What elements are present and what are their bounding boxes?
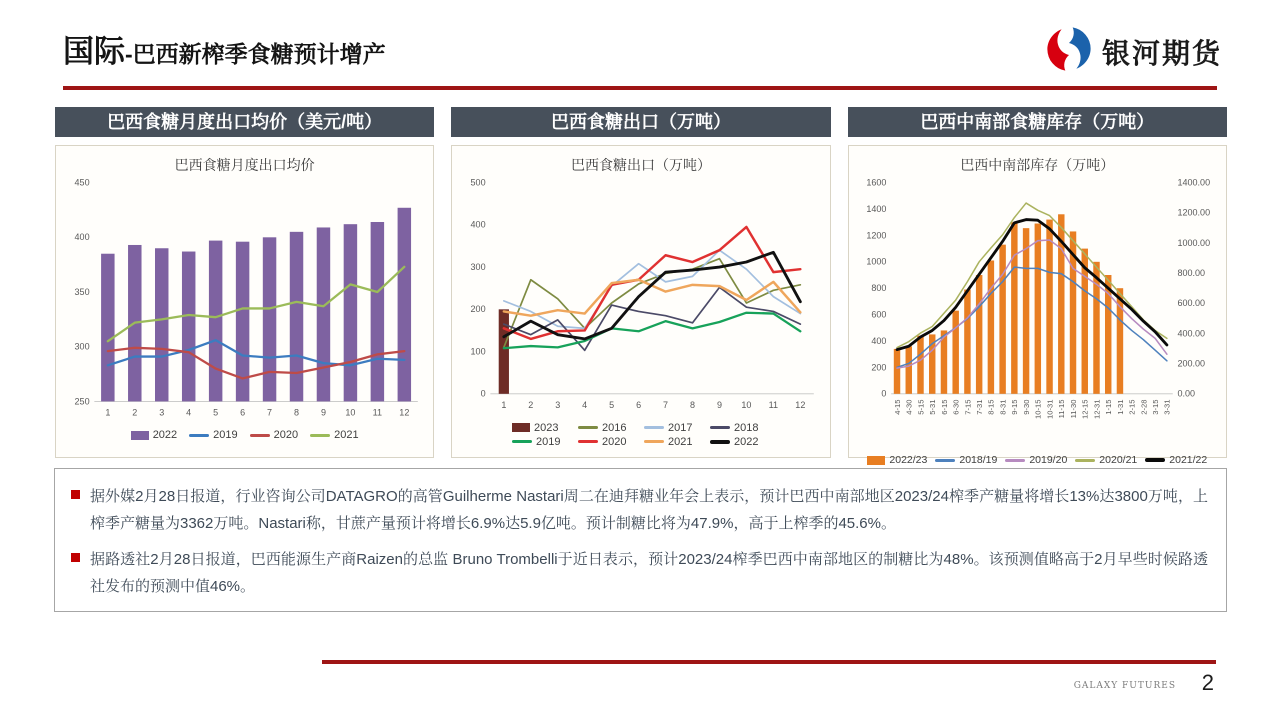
svg-text:1400: 1400 (865, 203, 887, 214)
chart-canvas (458, 175, 823, 420)
chart-canvas (855, 175, 1220, 452)
legend-swatch (644, 426, 664, 429)
chart-inner-title: 巴西中南部库存（万吨） (960, 158, 1115, 174)
bullet-item (71, 483, 1208, 537)
svg-text:4-15: 4-15 (892, 399, 902, 415)
chart-legend (863, 453, 1211, 467)
title-divider (63, 86, 1217, 90)
bullet-item (71, 546, 1208, 600)
svg-text:2: 2 (528, 400, 534, 411)
legend-item-2018 (710, 421, 770, 435)
legend-swatch (512, 423, 530, 432)
legend-swatch (1075, 459, 1095, 462)
svg-text:800: 800 (871, 283, 887, 294)
svg-text:8: 8 (294, 407, 300, 418)
legend-label: 2019/20 (1029, 454, 1068, 467)
bar-series-2022 (101, 208, 411, 402)
brazil-monthly-export-price-plot (62, 175, 427, 422)
legend-label: 2020/21 (1099, 454, 1138, 467)
panel-exports (451, 107, 830, 458)
company-name: 银河期货 (1101, 37, 1222, 69)
svg-text:2: 2 (132, 407, 138, 418)
line-series-2021/22 (897, 220, 1167, 350)
legend-label: 2022 (152, 429, 178, 442)
svg-text:10: 10 (345, 407, 356, 418)
legend-label: 2016 (601, 421, 627, 434)
svg-text:1-15: 1-15 (1103, 399, 1113, 415)
legend-label: 2017 (667, 421, 693, 434)
svg-text:0: 0 (480, 388, 486, 399)
page-title-main: 国际 (63, 34, 125, 69)
legend-swatch (512, 440, 532, 443)
footer-divider (322, 660, 1216, 664)
svg-text:3: 3 (555, 400, 561, 411)
legend-item-2017 (644, 421, 704, 435)
svg-text:600.00: 600.00 (1177, 298, 1205, 309)
svg-text:250: 250 (74, 396, 90, 407)
svg-text:10-15: 10-15 (1033, 399, 1043, 419)
svg-text:9-30: 9-30 (1021, 399, 1031, 415)
legend-label: 2020 (273, 429, 299, 442)
bullet-text: 据路透社2月28日报道，巴西能源生产商Raizen的总监 Bruno Trombelli于近日表示，预计2023/24榨季巴西中南部地区的制糖比为48%。该预测值略高于2月早些时候路透社发布的预测中值46%。 (90, 551, 1208, 595)
legend-item-2021 (644, 435, 704, 449)
svg-text:9: 9 (717, 400, 723, 411)
panel-header: 巴西中南部食糖库存（万吨） (848, 107, 1227, 137)
page-number: 2 (1201, 670, 1214, 695)
svg-text:1-31: 1-31 (1115, 399, 1125, 415)
svg-text:11-30: 11-30 (1068, 399, 1078, 419)
svg-text:0: 0 (881, 388, 887, 399)
legend-label: 2021 (334, 429, 359, 442)
svg-text:1: 1 (501, 400, 507, 411)
bullet-text: 据外媒2月28日报道，行业咨询公司DATAGRO的高管Guilherme Nastari周二在迪拜糖业年会上表示，预计巴西中南部地区2023/24榨季产糖量将增长13%达3800万吨，上榨季产糖量为3362万吨。Nastari称，甘蔗产量预计将增长6.9%达5.9亿吨。预计制糖比将为47.9%，高于上榨季的45.6%。 (90, 488, 1208, 532)
legend-swatch (644, 440, 664, 443)
svg-text:350: 350 (74, 286, 90, 297)
svg-text:12-31: 12-31 (1091, 399, 1101, 419)
chart-panels (55, 107, 1227, 467)
chart-box (848, 145, 1227, 467)
svg-text:1: 1 (105, 407, 111, 418)
svg-text:12: 12 (795, 400, 806, 411)
svg-text:400: 400 (871, 335, 887, 346)
svg-text:4-30: 4-30 (904, 399, 914, 415)
svg-text:8-31: 8-31 (998, 399, 1008, 415)
legend-label: 2022 (733, 435, 759, 448)
legend-item-2020 (578, 435, 638, 449)
svg-text:3-15: 3-15 (1150, 399, 1160, 415)
svg-text:7-31: 7-31 (974, 399, 984, 415)
svg-text:6-15: 6-15 (939, 399, 949, 415)
legend-item-2020 (250, 428, 298, 442)
legend-item-2021 (310, 428, 358, 442)
svg-text:11-15: 11-15 (1056, 399, 1066, 419)
svg-text:3: 3 (159, 407, 165, 418)
legend-item-2019 (512, 435, 572, 449)
legend-swatch (250, 434, 270, 437)
svg-text:100: 100 (470, 346, 486, 357)
panel-header: 巴西食糖月度出口均价（美元/吨） (55, 107, 434, 137)
svg-text:5-15: 5-15 (916, 399, 926, 415)
svg-text:10: 10 (741, 400, 752, 411)
legend-item-2020/21 (1075, 453, 1137, 467)
legend-swatch (578, 440, 598, 443)
svg-text:11: 11 (372, 407, 383, 418)
legend-label: 2023 (533, 421, 559, 434)
legend-item-2022 (131, 428, 177, 442)
panel-export-price (55, 107, 434, 458)
svg-text:8: 8 (690, 400, 696, 411)
svg-text:600: 600 (871, 309, 887, 320)
svg-text:200: 200 (470, 304, 486, 315)
legend-swatch (710, 426, 730, 429)
svg-text:8-15: 8-15 (986, 399, 996, 415)
line-series-2018/19 (897, 267, 1167, 367)
legend-label: 2021 (667, 435, 693, 448)
svg-text:7-15: 7-15 (962, 399, 972, 415)
legend-item-2016 (578, 421, 638, 435)
svg-text:300: 300 (470, 261, 486, 272)
svg-text:800.00: 800.00 (1177, 267, 1205, 278)
svg-text:1600: 1600 (865, 177, 887, 188)
legend-label: 2019 (213, 429, 238, 442)
panel-header: 巴西食糖出口（万吨） (451, 107, 830, 137)
legend-item-2019 (189, 428, 237, 442)
panel-stocks (848, 107, 1227, 467)
legend-label: 2022/23 (889, 454, 928, 467)
legend-swatch (189, 434, 209, 437)
svg-text:2-15: 2-15 (1127, 399, 1137, 415)
chart-inner-title: 巴西食糖月度出口均价 (174, 158, 315, 174)
footer-brand: GALAXY FUTURES (1073, 681, 1176, 691)
legend-swatch (131, 431, 149, 440)
legend-item-2019/20 (1005, 453, 1067, 467)
svg-text:12-15: 12-15 (1080, 399, 1090, 419)
svg-text:1200.00: 1200.00 (1177, 207, 1210, 218)
svg-text:3-31: 3-31 (1162, 399, 1172, 415)
svg-text:7: 7 (267, 407, 273, 418)
svg-text:2-28: 2-28 (1138, 399, 1148, 415)
page-title-sub: -巴西新榨季食糖预计增产 (125, 41, 386, 67)
legend-swatch (1005, 459, 1025, 462)
legend-label: 2018/19 (959, 454, 998, 467)
svg-text:4: 4 (582, 400, 588, 411)
svg-text:200.00: 200.00 (1177, 358, 1205, 369)
chart-legend (491, 421, 791, 449)
line-series-2021 (108, 267, 404, 341)
legend-swatch (867, 456, 885, 465)
legend-item-2018/19 (935, 453, 997, 467)
svg-text:4: 4 (186, 407, 192, 418)
svg-text:10-31: 10-31 (1045, 399, 1055, 419)
line-series-2018 (504, 287, 800, 350)
chart-box (55, 145, 434, 458)
svg-text:12: 12 (399, 407, 410, 418)
bullet-square-icon (71, 490, 80, 499)
legend-item-2021/22 (1145, 453, 1207, 467)
legend-item-2023 (512, 421, 572, 435)
svg-text:1200: 1200 (865, 230, 887, 241)
svg-text:1000: 1000 (865, 256, 887, 267)
svg-text:11: 11 (769, 400, 779, 411)
bar-series-2023 (499, 309, 509, 393)
svg-text:9: 9 (320, 407, 326, 418)
svg-text:400: 400 (470, 219, 486, 230)
galaxy-swirl-icon (1046, 26, 1092, 77)
svg-text:300: 300 (74, 341, 90, 352)
legend-label: 2020 (601, 435, 627, 448)
svg-text:500: 500 (470, 177, 486, 188)
svg-text:450: 450 (74, 177, 90, 188)
svg-text:200: 200 (871, 362, 887, 373)
chart-inner-title: 巴西食糖出口（万吨） (570, 158, 711, 174)
legend-item-2022/23 (867, 453, 927, 467)
bullet-square-icon (71, 553, 80, 562)
company-logo (1046, 26, 1222, 77)
legend-swatch (710, 440, 730, 444)
legend-swatch (310, 434, 330, 437)
brazil-sugar-exports-plot (458, 175, 823, 415)
legend-label: 2021/22 (1169, 454, 1208, 467)
chart-legend (125, 428, 365, 442)
svg-text:0.00: 0.00 (1177, 388, 1195, 399)
svg-text:5: 5 (609, 400, 615, 411)
line-series-2017 (504, 250, 800, 328)
legend-label: 2019 (535, 435, 561, 448)
line-series-2019 (108, 340, 404, 365)
svg-text:5-31: 5-31 (927, 399, 937, 415)
chart-box (451, 145, 830, 458)
svg-text:1400.00: 1400.00 (1177, 177, 1210, 188)
bar-series-2022/23 (893, 214, 1122, 394)
svg-text:6: 6 (240, 407, 246, 418)
news-text-box (54, 468, 1227, 612)
svg-text:9-15: 9-15 (1009, 399, 1019, 415)
page-title (63, 26, 386, 71)
legend-swatch (935, 459, 955, 462)
legend-swatch (578, 426, 598, 429)
legend-item-2022 (710, 435, 770, 449)
svg-text:6: 6 (636, 400, 642, 411)
svg-text:1000.00: 1000.00 (1177, 237, 1210, 248)
svg-text:7: 7 (663, 400, 669, 411)
brazil-center-south-stocks-plot (855, 175, 1220, 447)
svg-text:400.00: 400.00 (1177, 328, 1205, 339)
chart-canvas (62, 175, 427, 427)
svg-text:5: 5 (213, 407, 219, 418)
legend-label: 2018 (733, 421, 759, 434)
legend-swatch (1145, 458, 1165, 462)
svg-text:6-30: 6-30 (951, 399, 961, 415)
svg-text:400: 400 (74, 232, 90, 243)
